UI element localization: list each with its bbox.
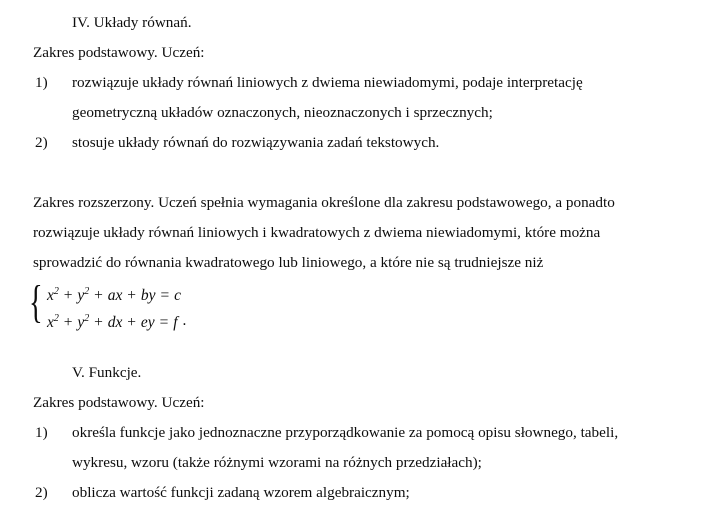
list-item-line: wykresu, wzoru (także różnymi wzorami na różnych przedziałach); [72,454,482,471]
basic-scope-label-funkcje: Zakres podstawowy. Uczeń: [33,394,205,411]
equation-row-1 [47,280,186,307]
list-item-line: stosuje układy równań do rozwiązywania zadań tekstowych. [72,134,440,151]
equation-row-2 [47,307,186,334]
paragraph-line: rozwiązuje układy równań liniowych i kwadratowych z dwiema niewiadomymi, które można [33,224,601,241]
list-item-marker: 2) [35,484,48,501]
basic-requirements-list-uklady-rownan [33,68,676,158]
list-item [33,68,676,98]
list-item-line: oblicza wartość funkcji zadaną wzorem algebraicznym; [72,484,410,501]
list-item-continuation [33,448,676,478]
extended-scope-paragraph-uklady-rownan [33,188,676,278]
list-item-line: określa funkcje jako jednoznaczne przyporządkowanie za pomocą opisu słownego, tabeli, [72,424,619,441]
list-item [33,128,676,158]
equation-row-1-text: $x^2 + y^2$ + ax + by = c [47,286,181,305]
paragraph-line: Zakres rozszerzony. Uczeń spełnia wymagania określone dla zakresu podstawowego, a ponadto [33,194,615,211]
equation-system [29,276,676,332]
paragraph-line: sprowadzić do równania kwadratowego lub liniowego, a które nie są trudniejsze niż [33,254,544,271]
left-brace-icon: { [29,276,43,327]
list-item-line: geometryczną układów oznaczonych, nieoznaczonych i sprzecznych; [72,104,493,121]
list-item-line: rozwiązuje układy równań liniowych z dwiema niewiadomymi, podaje interpretację [72,74,583,91]
section-heading-uklady-rownan: IV. Układy równań. [72,14,192,31]
equation-row-2-text: $x^2 + y^2$ + dx + ey = f [47,313,178,332]
equation-rows [47,280,186,334]
basic-scope-label-uklady-rownan: Zakres podstawowy. Uczeń: [33,44,205,61]
list-item-continuation [33,98,676,128]
document-content [29,8,676,508]
list-item-marker: 2) [35,134,48,151]
list-item [33,418,676,448]
equation-trailing-period: . [182,312,187,330]
basic-requirements-list-funkcje [33,418,676,508]
paragraph-spacer [33,158,676,188]
section-heading-funkcje: V. Funkcje. [72,364,142,381]
list-item-marker: 1) [35,74,48,91]
list-item [33,478,676,508]
list-item-marker: 1) [35,424,48,441]
